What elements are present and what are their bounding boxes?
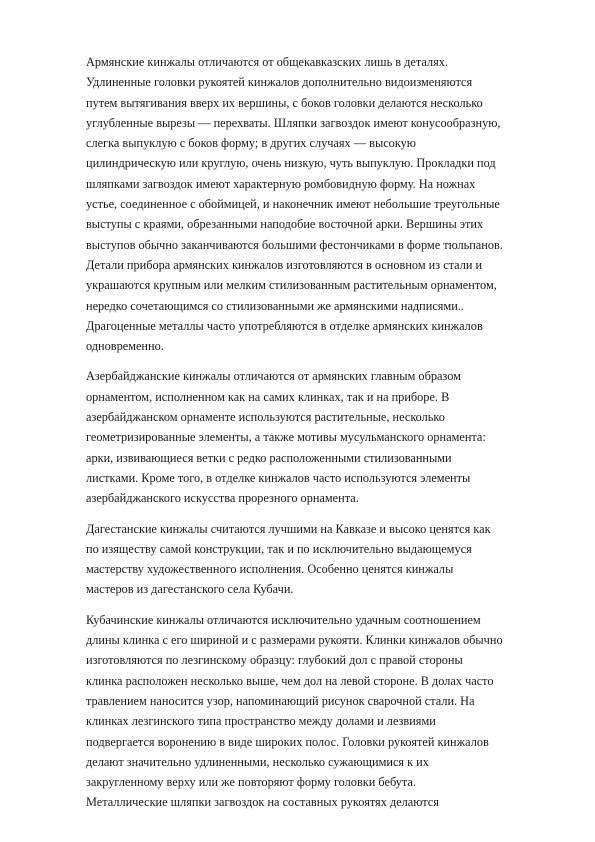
- text-line: Дагестанские кинжалы считаются лучшими на Кавказе и высоко ценятся как: [86, 521, 491, 536]
- text-line: нередко сочетающимся со стилизованными же армянскими надписями..: [86, 298, 464, 313]
- text-line: слегка выпуклую с боков форму; в других случаях — высокую: [86, 136, 416, 151]
- text-line: клинках лезгинского типа пространство между долами и лезвиями: [86, 714, 436, 729]
- text-line: листками. Кроме того, в отделке кинжалов часто используются элементы: [86, 470, 471, 485]
- text-line: арки, извивающиеся ветки с редко расположенными стилизованными: [86, 450, 452, 465]
- text-line: закругленному верху или же повторяют форму головки бебута.: [86, 775, 416, 790]
- text-line: Армянские кинжалы отличаются от общекавказских лишь в деталях.: [86, 55, 448, 69]
- text-line: азербайджанском орнаменте используются растительные, несколько: [86, 410, 445, 425]
- text-line: устье, соединенное с обоймицей, и наконечник имеют небольшие треугольные: [86, 197, 500, 212]
- text-line: выступов обычно заканчиваются большими фестончиками в форме тюльпанов.: [86, 237, 503, 252]
- text-line: Кубачинские кинжалы отличаются исключительно удачным соотношением: [86, 612, 481, 627]
- text-line: Азербайджанские кинжалы отличаются от армянских главным образом: [86, 369, 461, 384]
- text-line: путем вытягивания вверх их вершины, с боков головки делаются несколько: [86, 95, 483, 110]
- text-line: азербайджанского искусства прорезного орнамента.: [86, 491, 359, 506]
- paragraph-kubachi-daggers: [86, 610, 526, 813]
- text-line: орнаментом, исполненном как на самих клинках, так и на приборе. В: [86, 389, 450, 404]
- text-line: углубленные вырезы — перехваты. Шляпки загвоздок имеют конусообразную,: [86, 115, 501, 130]
- text-line: шляпками загвоздок имеют характерную ромбовидную форму. На ножнах: [86, 176, 476, 191]
- text-line: длины клинка с его шириной и с размерами рукояти. Клинки кинжалов обычно: [86, 633, 503, 648]
- text-line: украшаются крупным или мелким стилизованным растительным орнаментом,: [86, 278, 497, 293]
- paragraph-armenian-daggers: [86, 52, 526, 356]
- text-line: мастеров из дагестанского села Кубачи.: [86, 582, 294, 597]
- document-page: [86, 52, 526, 823]
- paragraph-azerbaijani-daggers: [86, 366, 526, 508]
- paragraph-dagestan-daggers: [86, 519, 526, 600]
- text-line: одновременно.: [86, 339, 164, 354]
- text-line: подвергается воронению в виде широких полос. Головки рукоятей кинжалов: [86, 734, 489, 749]
- text-line: выступы с краями, обрезанными наподобие восточной арки. Вершины этих: [86, 217, 484, 232]
- text-line: геометризированные элементы, а также мотивы мусульманского орнамента:: [86, 430, 486, 445]
- text-line: цилиндрическую или круглую, очень низкую, чуть выпуклую. Прокладки под: [86, 156, 496, 171]
- text-line: клинка расположен несколько выше, чем дол на левой стороне. В долах часто: [86, 673, 494, 688]
- text-line: по изяществу самой конструкции, так и по исключительно выдающемуся: [86, 541, 472, 556]
- text-line: изготовляются по лезгинскому образцу: глубокий дол с правой стороны: [86, 653, 463, 668]
- text-line: делают значительно удлиненными, несколько сужающимися к их: [86, 754, 429, 769]
- text-line: мастерству художественного исполнения. Особенно ценятся кинжалы: [86, 562, 454, 577]
- text-line: Драгоценные металлы часто употребляются в отделке армянских кинжалов: [86, 318, 483, 333]
- text-line: Металлические шляпки загвоздок на составных рукоятях делаются: [86, 795, 439, 810]
- text-line: травлением наносится узор, напоминающий рисунок сварочной стали. На: [86, 693, 475, 708]
- text-line: Удлиненные головки рукоятей кинжалов дополнительно видоизменяются: [86, 75, 473, 90]
- text-line: Детали прибора армянских кинжалов изготовляются в основном из стали и: [86, 257, 483, 272]
